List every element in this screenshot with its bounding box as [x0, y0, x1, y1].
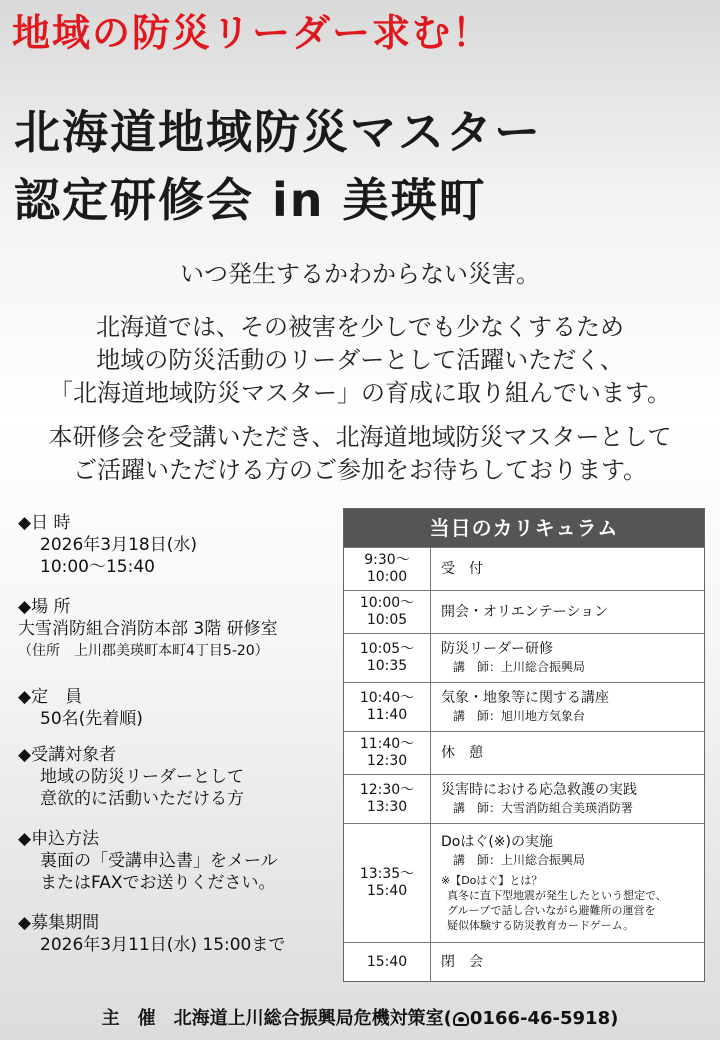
info-date — [18, 512, 338, 578]
curriculum-row — [344, 731, 704, 774]
info-apply — [18, 828, 338, 894]
intro-line: 本研修会を受講いただき、北海道地域防災マスターとして — [48, 423, 672, 451]
info-value: またはFAXでお送りください。 — [40, 873, 276, 893]
curriculum-table — [343, 508, 705, 982]
time-cell: 11:40～ 12:30 — [344, 732, 431, 774]
dohagu-note: ※【Doはぐ】とは？ 真冬に直下型地震が発生したという想定で、 グループで話し合いながら避難所の運営を 疑似体験する防災教育カードゲーム。 — [441, 874, 667, 932]
curriculum-row — [344, 942, 704, 981]
title-line-2: 認定研修会 in 美瑛町 — [14, 173, 487, 227]
info-value: 10:00～15:40 — [40, 557, 155, 577]
phone-number: 0166-46-5918) — [469, 1008, 619, 1029]
lecturer: 講 師：大雪消防組合美瑛消防署 — [453, 801, 634, 815]
info-value: 裏面の「受講申込書」をメール — [40, 851, 278, 871]
content-cell: 気象・地象等に関する講座 講 師：旭川地方気象台 — [431, 683, 704, 731]
intro-line: 地域の防災活動のリーダーとして活躍いただく、 — [96, 346, 624, 374]
organizer-label: 主 催 北海道上川総合振興局危機対策室( — [101, 1008, 452, 1029]
info-heading: ◆場 所 — [18, 597, 71, 617]
info-address: （住所 上川郡美瑛町本町4丁目5-20） — [18, 643, 269, 659]
intro-paragraph-1 — [0, 311, 720, 410]
content-cell: 受 付 — [441, 561, 483, 577]
intro-paragraph-2 — [0, 421, 720, 487]
time-cell: 13:35～ 15:40 — [344, 824, 431, 942]
content-cell: 災害時における応急救護の実践 講 師：大雪消防組合美瑛消防署 — [431, 775, 704, 823]
time-cell: 9:30～ 10:00 — [344, 548, 431, 590]
info-value: 2026年3月11日(水) 15:00まで — [40, 935, 286, 955]
intro-lead: いつ発生するかわからない災害。 — [180, 260, 540, 288]
lecturer: 講 師：上川総合振興局 — [453, 853, 586, 867]
curriculum-row — [344, 682, 704, 731]
info-place — [18, 596, 338, 662]
curriculum-row — [344, 590, 704, 633]
time-cell: 10:05～ 10:35 — [344, 634, 431, 682]
info-value: 地域の防災リーダーとして — [40, 767, 244, 787]
content-cell: Doはぐ(※)の実施 講 師：上川総合振興局 ※【Doはぐ】とは？ 真冬に直下型地震が発生したという想定で、 グループで話し合いながら避難所の運営を 疑似体験する防災教育カードゲーム。 — [431, 824, 704, 942]
phone-icon — [453, 1012, 469, 1026]
content-cell: 開会・オリエンテーション — [441, 604, 609, 620]
info-capacity — [18, 686, 338, 730]
curriculum-title: 当日のカリキュラム — [344, 509, 704, 547]
catchphrase: 地域の防災リーダー求む！ — [12, 11, 493, 55]
organizer-footer — [0, 1004, 720, 1030]
info-period — [18, 912, 338, 956]
intro-line: 北海道では、その被害を少しでも少なくするため — [96, 313, 624, 341]
curriculum-row — [344, 633, 704, 682]
lecturer: 講 師：旭川地方気象台 — [453, 709, 586, 723]
info-heading: ◆定 員 — [18, 687, 83, 707]
title-line-1: 北海道地域防災マスター — [14, 105, 542, 159]
lecturer: 講 師：上川総合振興局 — [453, 660, 586, 674]
intro-line: ご活躍いただける方のご参加をお待ちしております。 — [72, 456, 648, 484]
content-cell: 閉 会 — [441, 954, 483, 970]
info-heading: ◆受講対象者 — [18, 745, 117, 765]
info-value: 50名(先着順) — [40, 709, 143, 729]
info-value: 2026年3月18日(水) — [40, 535, 197, 555]
intro-line: 「北海道地域防災マスター」の育成に取り組んでいます。 — [48, 379, 672, 407]
time-cell: 10:00～ 10:05 — [344, 591, 431, 633]
curriculum-row — [344, 823, 704, 942]
info-value: 大雪消防組合消防本部 3階 研修室 — [18, 619, 278, 639]
content-cell: 休 憩 — [441, 745, 483, 761]
info-value: 意欲的に活動いただける方 — [40, 789, 244, 809]
info-heading: ◆募集期間 — [18, 913, 100, 933]
content-cell: 防災リーダー研修 講 師：上川総合振興局 — [431, 634, 704, 682]
info-heading: ◆日 時 — [18, 513, 71, 533]
info-target — [18, 744, 338, 810]
time-cell: 10:40～ 11:40 — [344, 683, 431, 731]
time-cell: 15:40 — [344, 943, 431, 981]
info-heading: ◆申込方法 — [18, 829, 100, 849]
curriculum-row — [344, 774, 704, 823]
curriculum-row — [344, 547, 704, 590]
time-cell: 12:30～ 13:30 — [344, 775, 431, 823]
